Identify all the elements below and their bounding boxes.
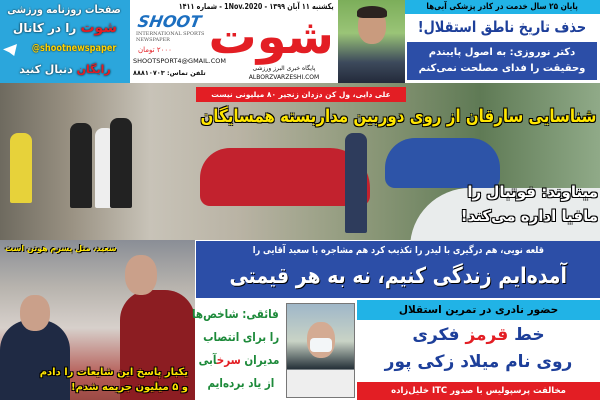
telegram-ad (0, 0, 130, 83)
headline-line: خط قرمز فکری (412, 325, 545, 345)
headline: حذف تاریخ ناطق استقلال! (417, 18, 587, 36)
quote-line: وحقیقت را فدای مصلحت نمی‌کنم (418, 63, 586, 74)
green-story (192, 303, 286, 395)
headline-line: را برای انتصاب (202, 330, 280, 344)
kicker: پایان ۲۵ سال خدمت در کادر پزشکی آبی‌ها (426, 2, 579, 12)
headline-line: روی نام میلاد زکی پور (384, 352, 573, 372)
ad-line2: را در کانال (12, 21, 77, 35)
issue-date: یکشنبه ۱۱ آبان ۱۳۹۹ - 1Nov.2020 - شماره ۱۴۱۱ (179, 2, 334, 11)
overlay-line: میناوند: فوتبال را (467, 183, 598, 201)
quote-line: و ۵ میلیون جریمه شدم! (71, 382, 188, 393)
overlay-quote (400, 180, 598, 228)
kicker: قلعه نویی، هم درگیری با لیدر را تکذیب کرد هم مشاجره با سعید آقایی را (252, 245, 544, 256)
main-headline: شناسایی سارقان از روی دوربین مداربسته همسایگان (199, 107, 596, 127)
red-label: علی دایی، ول کن دزدان زنجیر ۸۰ میلیونی نیست (196, 87, 406, 102)
overlay-line: مافیا اداره می‌کند! (460, 207, 598, 225)
bottom-right-story (357, 300, 600, 400)
masthead (130, 0, 338, 83)
price: ۲۰۰۰ تومان (138, 46, 172, 54)
phone: تلفن تماس: ۸۸۸۱۰۷۰۳ (133, 69, 206, 77)
quote-line: یکبار پاسخ این شایعات را دادم (39, 367, 188, 378)
footer-strip: مخالفت پرسپولیس با صدور ITC خلیل‌زاده (357, 382, 600, 400)
site-url: ALBORZVARZESHI.COM (248, 74, 320, 81)
ad-follow: دنبال کنید (19, 63, 73, 76)
quote-box (407, 42, 597, 80)
photo-quote (2, 365, 192, 395)
email: SHOOTSPORT4@GMAIL.COM (133, 57, 226, 65)
telegram-icon (3, 44, 17, 56)
blue-story (196, 241, 600, 298)
headline-line: فائقی: شاخص‌ها (192, 307, 279, 321)
ad-free: رایگان (76, 63, 111, 76)
intl-label: INTERNATIONAL SPORTS NEWSPAPER (136, 31, 205, 43)
portrait-photo (338, 0, 405, 83)
headline: آمده‌ایم زندگی کنیم، نه به هر قیمتی (229, 264, 567, 289)
quote-line: دکتر نوروزی: به اصول پایبندم (428, 47, 576, 58)
ad-logo: شوت (80, 20, 118, 36)
player-photo (286, 303, 355, 398)
kicker: حضور نادری در تمرین استقلال (357, 300, 600, 320)
headline-line: از یاد برده‌ایم (207, 376, 275, 390)
top-right-story (405, 0, 600, 83)
site-fa: پایگاه خبری البرز ورزشی (252, 65, 316, 72)
newspaper-logo: شوت (208, 9, 334, 65)
brand-latin: SHOOT (136, 12, 203, 31)
ad-line1: صفحات روزنامه ورزشی (7, 3, 121, 16)
ad-handle: @shootnewspaper (31, 43, 117, 54)
headline-line: مدیران سرخآبی (198, 353, 280, 367)
photo-caption: سعید، مثل پسرم هوتن است (5, 244, 117, 253)
